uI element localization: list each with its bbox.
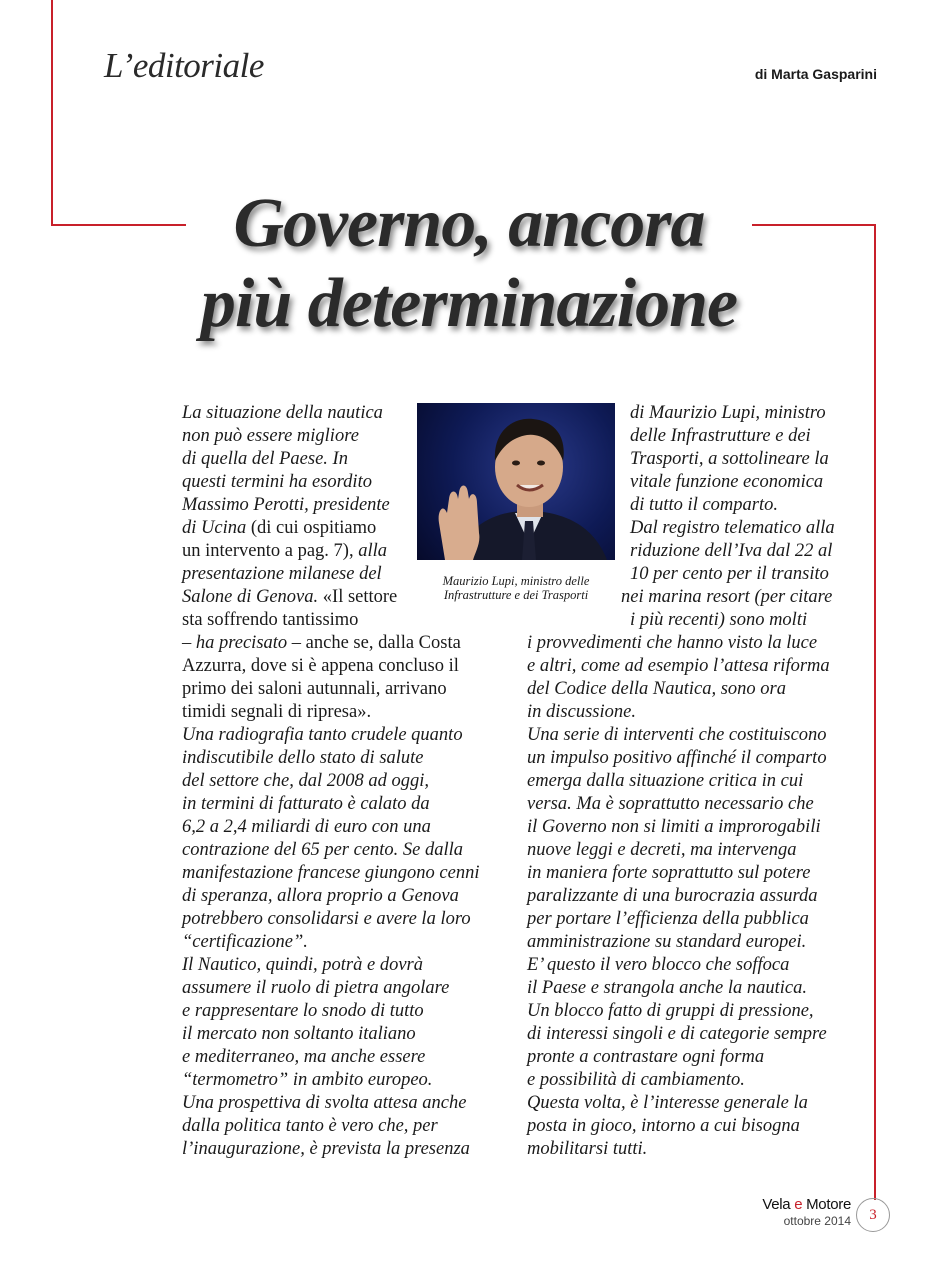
- text-segment: questi termini ha esordito: [182, 472, 372, 492]
- article-right-bottom-line: un impulso positivo affinché il comparto: [527, 748, 827, 768]
- text-segment: assumere il ruolo di pietra angolare: [182, 978, 450, 998]
- text-segment: un intervento a pag. 7),: [182, 541, 359, 561]
- article-left-line: [182, 1092, 466, 1115]
- article-left-line: [182, 793, 430, 816]
- article-left-line: [182, 747, 424, 770]
- article-left-line: [182, 402, 383, 425]
- text-segment: primo dei saloni autunnali, arrivano: [182, 679, 447, 699]
- text-segment: Una prospettiva di svolta attesa anche: [182, 1093, 467, 1113]
- article-right-bottom-line: Una serie di interventi che costituiscono: [527, 725, 827, 745]
- article-right-top-line: delle Infrastrutture e dei: [630, 426, 811, 446]
- article-right-bottom-line: posta in gioco, intorno a cui bisogna: [527, 1116, 800, 1136]
- text-segment: Il Nautico, quindi, potrà e dovrà: [182, 955, 423, 975]
- text-segment: in termini di fatturato è calato da: [182, 794, 430, 814]
- brand-e: e: [794, 1196, 803, 1213]
- article-right-top-line: di Maurizio Lupi, ministro: [630, 403, 826, 423]
- magazine-brand: [762, 1196, 851, 1213]
- article-left-line: [182, 563, 382, 586]
- article-left-line: [182, 632, 461, 655]
- text-segment: Salone di Genova.: [182, 587, 319, 607]
- left-vertical-rule: [51, 0, 53, 226]
- article-right-top-line: riduzione dell’Iva dal 22 al: [630, 541, 833, 561]
- text-segment: (di cui ospitiamo: [246, 518, 377, 538]
- page-number: 3: [856, 1198, 890, 1232]
- article-left-line: [182, 1069, 432, 1092]
- text-segment: potrebbero consolidarsi e avere la loro: [182, 909, 471, 929]
- article-left-line: [182, 609, 358, 632]
- text-segment: – anche se, dalla Costa: [287, 633, 461, 653]
- text-segment: il mercato non soltanto italiano: [182, 1024, 416, 1044]
- article-left-line: [182, 724, 463, 747]
- text-segment: La situazione della nautica: [182, 403, 383, 423]
- article-left-line: [182, 931, 308, 954]
- article-right-top-line: di tutto il comparto.: [630, 495, 778, 515]
- article-right-bottom-line: per portare l’efficienza della pubblica: [527, 909, 809, 929]
- text-segment: di speranza, allora proprio a Genova: [182, 886, 459, 906]
- article-right-bottom-line: emerga dalla situazione critica in cui: [527, 771, 804, 791]
- right-vertical-rule: [874, 224, 876, 1200]
- brand-vela: Vela: [762, 1196, 795, 1213]
- article-right-bottom-line: e altri, come ad esempio l’attesa riforma: [527, 656, 830, 676]
- article-right-bottom-line: il Paese e strangola anche la nautica.: [527, 978, 808, 998]
- article-right-bottom-line: del Codice della Nautica, sono ora: [527, 679, 786, 699]
- article-left-line: [182, 701, 371, 724]
- article-right-bottom-line: i provvedimenti che hanno visto la luce: [527, 633, 818, 653]
- photo-caption-line-1: Maurizio Lupi, ministro delle: [442, 574, 590, 588]
- text-segment: “termometro” in ambito europeo.: [182, 1070, 433, 1090]
- text-segment: «Il settore: [318, 587, 398, 607]
- article-right-top-line: nei marina resort (per citare: [621, 587, 833, 607]
- article-left-line: [182, 540, 387, 563]
- text-segment: dalla politica tanto è vero che, per: [182, 1116, 438, 1136]
- article-left-line: [182, 425, 359, 448]
- text-segment: ha precisato: [195, 633, 288, 653]
- text-segment: timidi segnali di ripresa».: [182, 702, 372, 722]
- article-left-line: [182, 770, 429, 793]
- text-segment: –: [182, 633, 196, 653]
- minister-photo: [417, 403, 615, 560]
- article-left-line: [182, 1000, 424, 1023]
- text-segment: sta soffrendo tantissimo: [182, 610, 359, 630]
- text-segment: l’inaugurazione, è prevista la presenza: [182, 1139, 470, 1159]
- article-left-line: [182, 494, 390, 517]
- text-segment: alla: [358, 541, 387, 561]
- issue-date: ottobre 2014: [783, 1214, 851, 1228]
- article-right-bottom-line: Questa volta, è l’interesse generale la: [527, 1093, 808, 1113]
- article-right-top-line: Trasporti, a sottolineare la: [630, 449, 829, 469]
- article-right-bottom-line: Un blocco fatto di gruppi di pressione,: [527, 1001, 814, 1021]
- article-right-bottom-line: e possibilità di cambiamento.: [527, 1070, 745, 1090]
- headline-line-2: più determinazione: [200, 265, 738, 342]
- text-segment: presentazione milanese del: [182, 564, 382, 584]
- article-left-line: [182, 839, 463, 862]
- article-right-top-line: Dal registro telematico alla: [630, 518, 835, 538]
- text-segment: di Ucina: [182, 518, 247, 538]
- photo-caption-line-2: Infrastrutture e dei Trasporti: [443, 588, 589, 602]
- article-left-line: [182, 862, 480, 885]
- article-left-line: [182, 977, 449, 1000]
- section-label: L’editoriale: [104, 46, 264, 85]
- article-left-line: [182, 678, 447, 701]
- article-right-bottom-line: di interessi singoli e di categorie sempre: [527, 1024, 827, 1044]
- article-right-bottom-line: in discussione.: [527, 702, 636, 722]
- brand-motore: Motore: [802, 1196, 851, 1213]
- headline-line-1: Governo, ancora: [233, 185, 705, 262]
- article-left-line: [182, 954, 423, 977]
- text-segment: “certificazione”.: [182, 932, 308, 952]
- article-left-line: [182, 517, 376, 540]
- article-right-bottom-line: nuove leggi e decreti, ma intervenga: [527, 840, 797, 860]
- article-right-bottom-line: pronte a contrastare ogni forma: [527, 1047, 765, 1067]
- article-right-bottom-line: versa. Ma è soprattutto necessario che: [527, 794, 814, 814]
- article-right-bottom-line: amministrazione su standard europei.: [527, 932, 807, 952]
- article-right-bottom-line: il Governo non si limiti a improrogabili: [527, 817, 821, 837]
- text-segment: e rappresentare lo snodo di tutto: [182, 1001, 424, 1021]
- article-right-top-line: 10 per cento per il transito: [630, 564, 829, 584]
- text-segment: Una radiografia tanto crudele quanto: [182, 725, 463, 745]
- text-segment: Massimo Perotti, presidente: [182, 495, 390, 515]
- text-segment: indiscutibile dello stato di salute: [182, 748, 424, 768]
- article-left-line: [182, 908, 471, 931]
- byline: di Marta Gasparini: [754, 66, 877, 82]
- text-segment: non può essere migliore: [182, 426, 359, 446]
- text-segment: 6,2 a 2,4 miliardi di euro con una: [182, 817, 431, 837]
- article-left-line: [182, 655, 459, 678]
- article-left-line: [182, 816, 431, 839]
- article-right-top-line: i più recenti) sono molti: [630, 610, 808, 630]
- article-left-line: [182, 1023, 416, 1046]
- article-left-line: [182, 885, 459, 908]
- article-left-line: [182, 586, 397, 609]
- text-segment: di quella del Paese. In: [182, 449, 348, 469]
- text-segment: contrazione del 65 per cento. Se dalla: [182, 840, 464, 860]
- article-left-line: [182, 1046, 425, 1069]
- text-segment: Azzurra, dove si è appena concluso il: [182, 656, 459, 676]
- text-segment: manifestazione francese giungono cenni: [182, 863, 480, 883]
- text-segment: e mediterraneo, ma anche essere: [182, 1047, 426, 1067]
- article-right-bottom-line: paralizzante di una burocrazia assurda: [527, 886, 818, 906]
- article-right-top-line: vitale funzione economica: [630, 472, 824, 492]
- article-right-bottom-line: mobilitarsi tutti.: [527, 1139, 648, 1159]
- article-right-bottom-line: in maniera forte soprattutto sul potere: [527, 863, 811, 883]
- text-segment: del settore che, dal 2008 ad oggi,: [182, 771, 429, 791]
- article-left-line: [182, 1115, 438, 1138]
- article-left-line: [182, 448, 348, 471]
- article-right-bottom-line: E’ questo il vero blocco che soffoca: [527, 955, 790, 975]
- article-left-line: [182, 1138, 470, 1161]
- article-left-line: [182, 471, 372, 494]
